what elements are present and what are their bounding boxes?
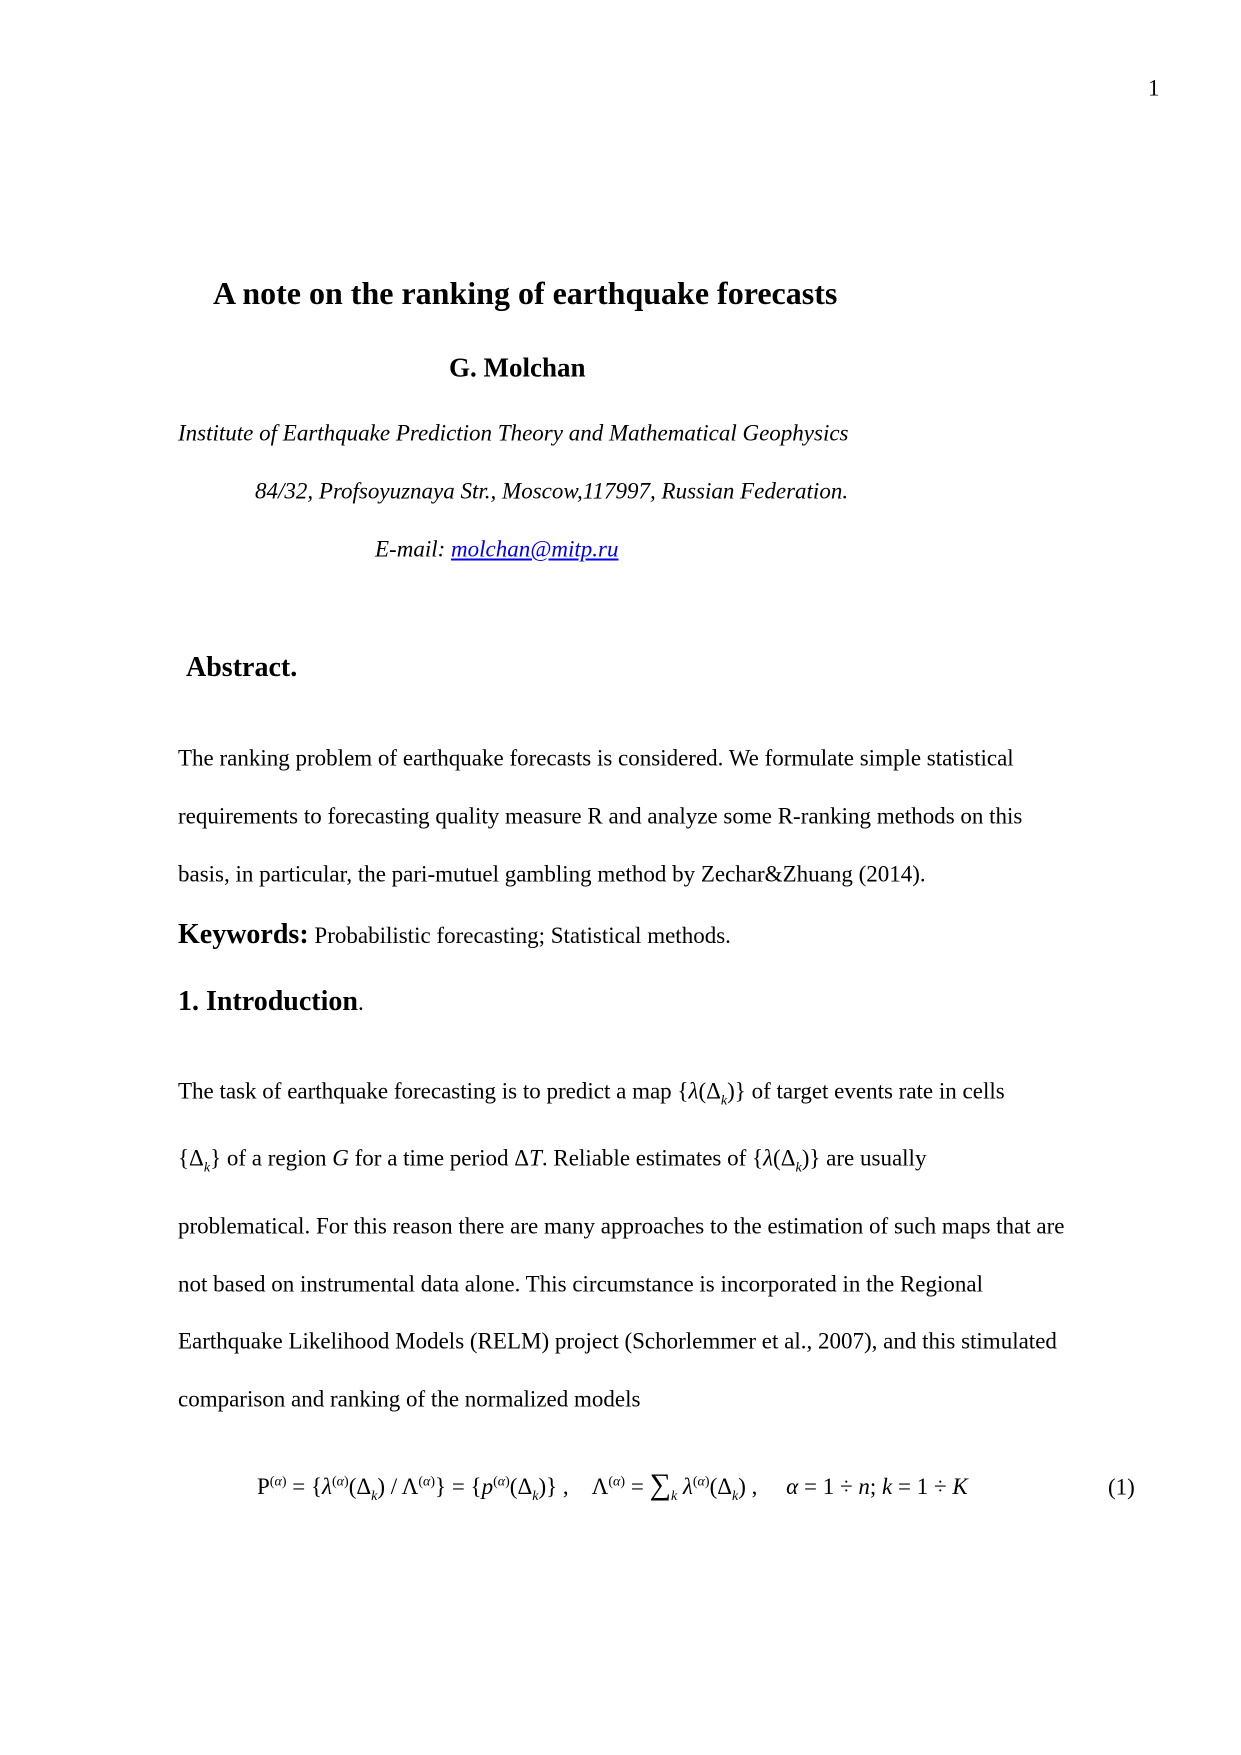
text: . Reliable estimates of xyxy=(541,1145,753,1171)
equation-1: $P^{(\alpha)} = \{\lambda^{(\alpha)}(\Delta_k) / \Lambda^{(\alpha)}\} = \{p^{(\alpha)}(\Delta_k)\}$ , $\Lambda^{(\alpha)} = \sum_k$ $\lambda^{(\alpha)}(\Delta_k)$ , α = 1 ÷ n; k = 1 ÷ K xyxy=(257,1468,968,1504)
intro-line xyxy=(178,1080,1005,1109)
math-lambda-map: $\{\lambda(\Delta_k)\}$ xyxy=(677,1078,746,1109)
keywords-label: Keywords: xyxy=(178,919,309,950)
keywords xyxy=(178,921,731,949)
paper-title: A note on the ranking of earthquake forecasts xyxy=(213,275,838,311)
text: The task of earthquake forecasting is to predict a map xyxy=(178,1078,678,1104)
section-heading xyxy=(178,988,364,1016)
intro-line: problematical. For this reason there are many approaches to the estimation of such maps that are xyxy=(178,1213,1065,1239)
section-title: 1. Introduction xyxy=(178,986,358,1017)
math-cells: $\{\Delta_k\}$ xyxy=(178,1145,222,1176)
section-title-dot: . xyxy=(357,990,364,1015)
text: for a time period xyxy=(348,1145,515,1171)
email-link[interactable]: molchan@mitp.ru xyxy=(451,536,619,562)
math-deltaT: ΔT xyxy=(514,1145,542,1171)
address: 84/32, Profsoyuznaya Str., Moscow,117997, Russian Federation. xyxy=(255,478,849,504)
abstract-line: requirements to forecasting quality measure R and analyze some R-ranking methods on this xyxy=(178,803,1023,829)
email-line xyxy=(375,538,618,561)
affiliation: Institute of Earthquake Prediction Theory and Mathematical Geophysics xyxy=(178,420,849,446)
abstract-line: The ranking problem of earthquake forecasts is considered. We formulate simple statistical xyxy=(178,745,1014,771)
intro-line: Earthquake Likelihood Models (RELM) project (Schorlemmer et al., 2007), and this stimulated xyxy=(178,1328,1057,1354)
abstract-line: basis, in particular, the pari-mutuel gambling method by Zechar&Zhuang (2014). xyxy=(178,861,926,887)
text: are usually xyxy=(820,1145,927,1171)
equation-number: (1) xyxy=(1108,1474,1135,1500)
math-lambda-map: $\{\lambda(\Delta_k)\}$ xyxy=(752,1145,821,1176)
page-number: 1 xyxy=(1148,75,1160,101)
intro-line xyxy=(178,1147,926,1176)
keywords-text: Probabilistic forecasting; Statistical methods. xyxy=(308,923,731,948)
abstract-heading: Abstract. xyxy=(186,652,298,683)
email-label: E-mail: xyxy=(375,536,452,562)
intro-line: comparison and ranking of the normalized models xyxy=(178,1386,641,1412)
text: of target events rate in cells xyxy=(745,1078,1005,1104)
intro-line: not based on instrumental data alone. This circumstance is incorporated in the Regional xyxy=(178,1271,983,1297)
math-G: G xyxy=(332,1145,349,1171)
author: G. Molchan xyxy=(449,352,586,383)
text: of a region xyxy=(221,1145,333,1171)
